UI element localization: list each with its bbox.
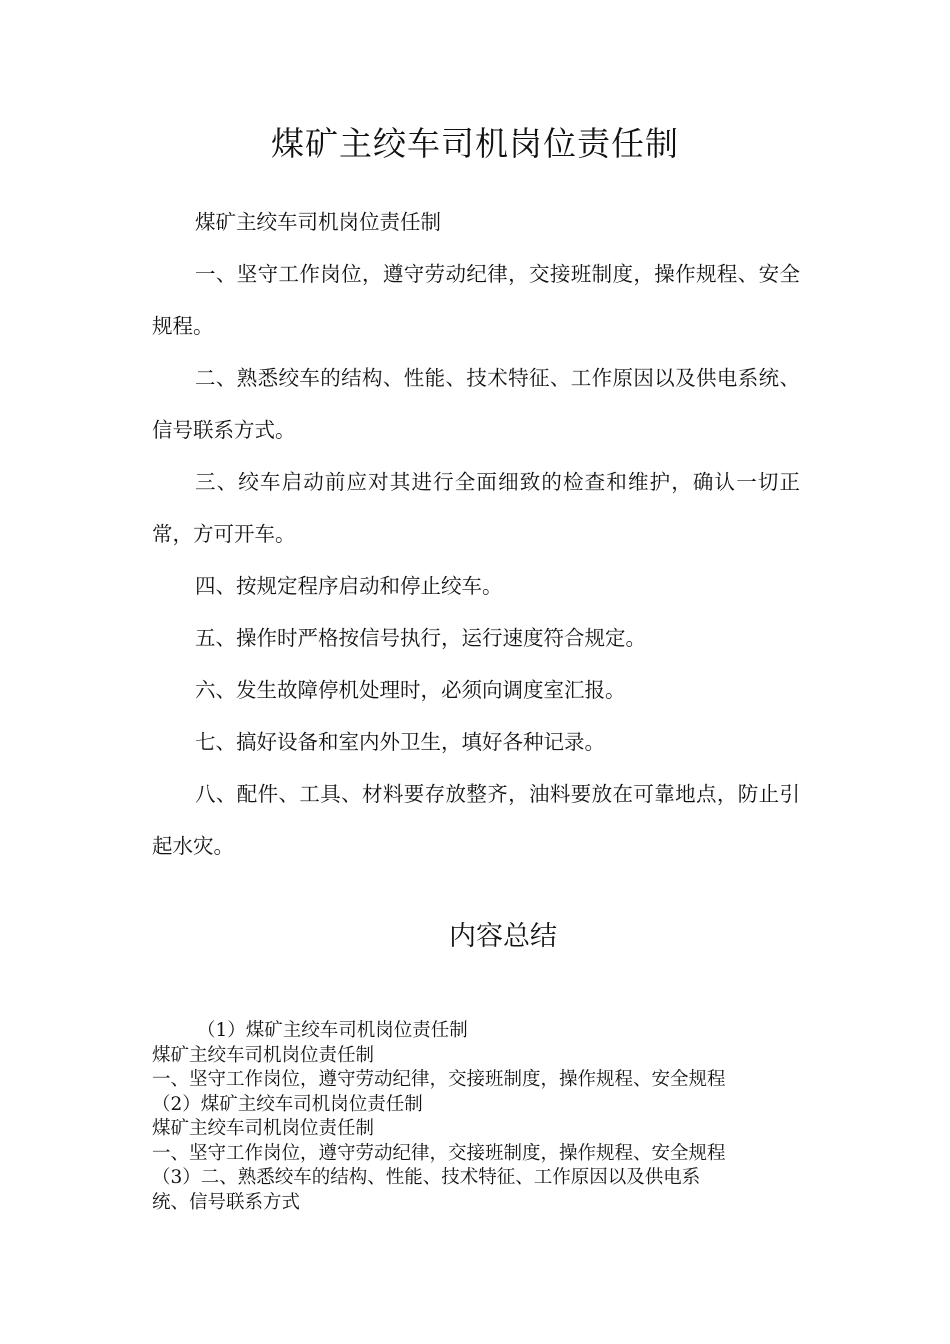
paragraph-item-8: 八、配件、工具、材料要存放整齐，油料要放在可靠地点，防止引起水灾。 [152, 782, 800, 858]
summary-line: 一、坚守工作岗位，遵守劳动纪律，交接班制度，操作规程、安全规程 [152, 1069, 726, 1090]
summary-line: （1）煤矿主绞车司机岗位责任制 [197, 1020, 468, 1041]
summary-line: （2）煤矿主绞车司机岗位责任制 [152, 1093, 423, 1115]
paragraph-item-1: 一、坚守工作岗位，遵守劳动纪律，交接班制度，操作规程、安全规程。 [152, 262, 800, 338]
paragraph-item-7: 七、搞好设备和室内外卫生，填好各种记录。 [195, 730, 605, 754]
paragraph-item-5: 五、操作时严格按信号执行，运行速度符合规定。 [195, 626, 646, 650]
summary-line: 煤矿主绞车司机岗位责任制 [152, 1118, 375, 1139]
paragraph-item-3: 三、绞车启动前应对其进行全面细致的检查和维护，确认一切正常，方可开车。 [152, 470, 800, 546]
summary-section [152, 1019, 812, 1215]
paragraph-item-4: 四、按规定程序启动和停止绞车。 [195, 574, 503, 598]
paragraph-heading: 煤矿主绞车司机岗位责任制 [195, 210, 441, 234]
summary-title: 内容总结 [449, 921, 557, 952]
document-body [152, 196, 800, 872]
page-title: 煤矿主绞车司机岗位责任制 [271, 124, 679, 163]
summary-line: 统、信号联系方式 [152, 1191, 301, 1213]
summary-line: 煤矿主绞车司机岗位责任制 [152, 1044, 375, 1066]
summary-line: （3）二、熟悉绞车的结构、性能、技术特征、工作原因以及供电系 [152, 1167, 701, 1188]
paragraph-item-2: 二、熟悉绞车的结构、性能、技术特征、工作原因以及供电系统、信号联系方式。 [152, 366, 800, 442]
paragraph-item-6: 六、发生故障停机处理时，必须向调度室汇报。 [195, 678, 626, 702]
summary-line: 一、坚守工作岗位，遵守劳动纪律，交接班制度，操作规程、安全规程 [152, 1142, 726, 1164]
